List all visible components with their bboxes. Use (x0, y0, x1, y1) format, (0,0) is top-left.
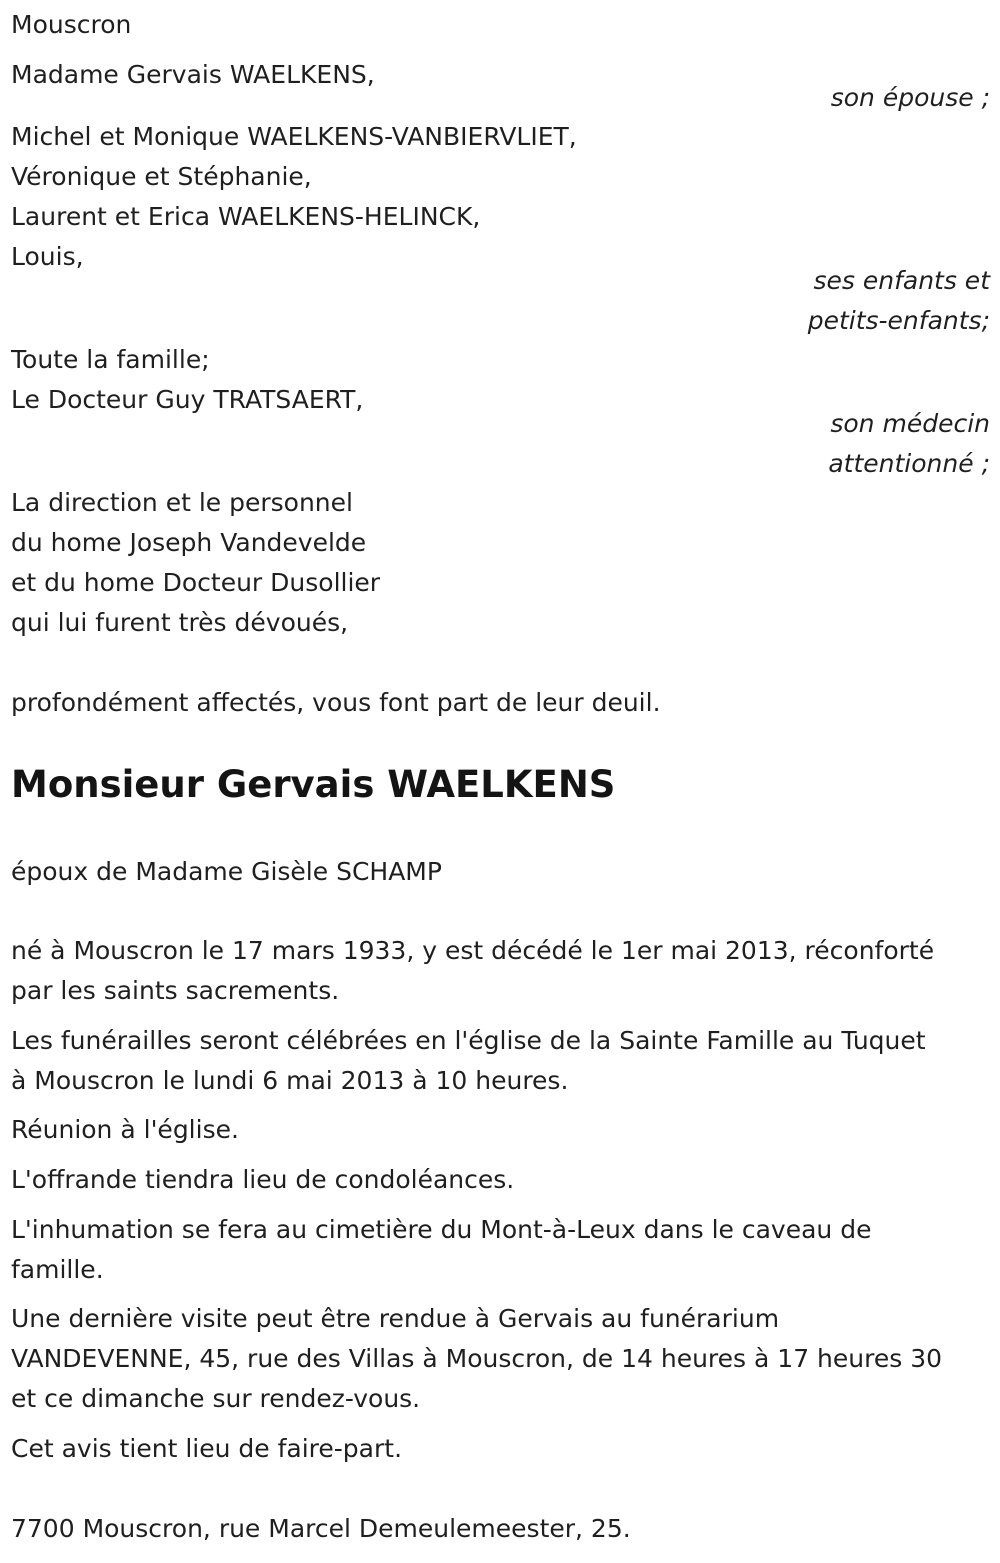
meeting-info: Réunion à l'église. (11, 1115, 239, 1144)
staff-line: qui lui furent très dévoués, (11, 608, 349, 637)
funeral-line: Les funérailles seront célébrées en l'église de la Sainte Famille au Tuquet (11, 1026, 926, 1055)
child-line: Louis, (11, 242, 84, 271)
visit-line: VANDEVENNE, 45, rue des Villas à Mouscron, de 14 heures à 17 heures 30 (11, 1344, 943, 1373)
birth-death-line: par les saints sacrements. (11, 976, 340, 1005)
burial-line: L'inhumation se fera au cimetière du Mont-à-Leux dans le caveau de (11, 1215, 872, 1244)
staff-line: et du home Docteur Dusollier (11, 568, 381, 597)
staff-line: La direction et le personnel (11, 488, 353, 517)
birth-death-line: né à Mouscron le 17 mars 1933, y est décédé le 1er mai 2013, réconforté (11, 936, 935, 965)
deceased-name: Monsieur Gervais WAELKENS (11, 763, 616, 806)
notice: Cet avis tient lieu de faire-part. (11, 1434, 403, 1463)
staff-line: du home Joseph Vandevelde (11, 528, 367, 557)
spouse-of: époux de Madame Gisèle SCHAMP (11, 857, 442, 886)
spouse-role: son épouse ; (830, 83, 990, 112)
visit-line: et ce dimanche sur rendez-vous. (11, 1384, 421, 1413)
child-line: Michel et Monique WAELKENS-VANBIERVLIET, (11, 122, 577, 151)
whole-family: Toute la famille; (11, 345, 210, 374)
offering-info: L'offrande tiendra lieu de condoléances. (11, 1165, 515, 1194)
address: 7700 Mouscron, rue Marcel Demeulemeester, 25. (11, 1514, 631, 1543)
burial-line: famille. (11, 1255, 104, 1284)
children-role: petits-enfants; (807, 306, 990, 335)
doctor-name: Le Docteur Guy TRATSAERT, (11, 385, 364, 414)
funeral-line: à Mouscron le lundi 6 mai 2013 à 10 heures. (11, 1066, 569, 1095)
children-role: ses enfants et (813, 266, 990, 295)
child-line: Véronique et Stéphanie, (11, 162, 312, 191)
spouse-name: Madame Gervais WAELKENS, (11, 60, 375, 89)
doctor-role: attentionné ; (828, 449, 990, 478)
announcement: profondément affectés, vous font part de leur deuil. (11, 688, 661, 717)
place-name: Mouscron (11, 10, 132, 39)
visit-line: Une dernière visite peut être rendue à Gervais au funérarium (11, 1304, 780, 1333)
child-line: Laurent et Erica WAELKENS-HELINCK, (11, 202, 481, 231)
doctor-role: son médecin (830, 409, 990, 438)
